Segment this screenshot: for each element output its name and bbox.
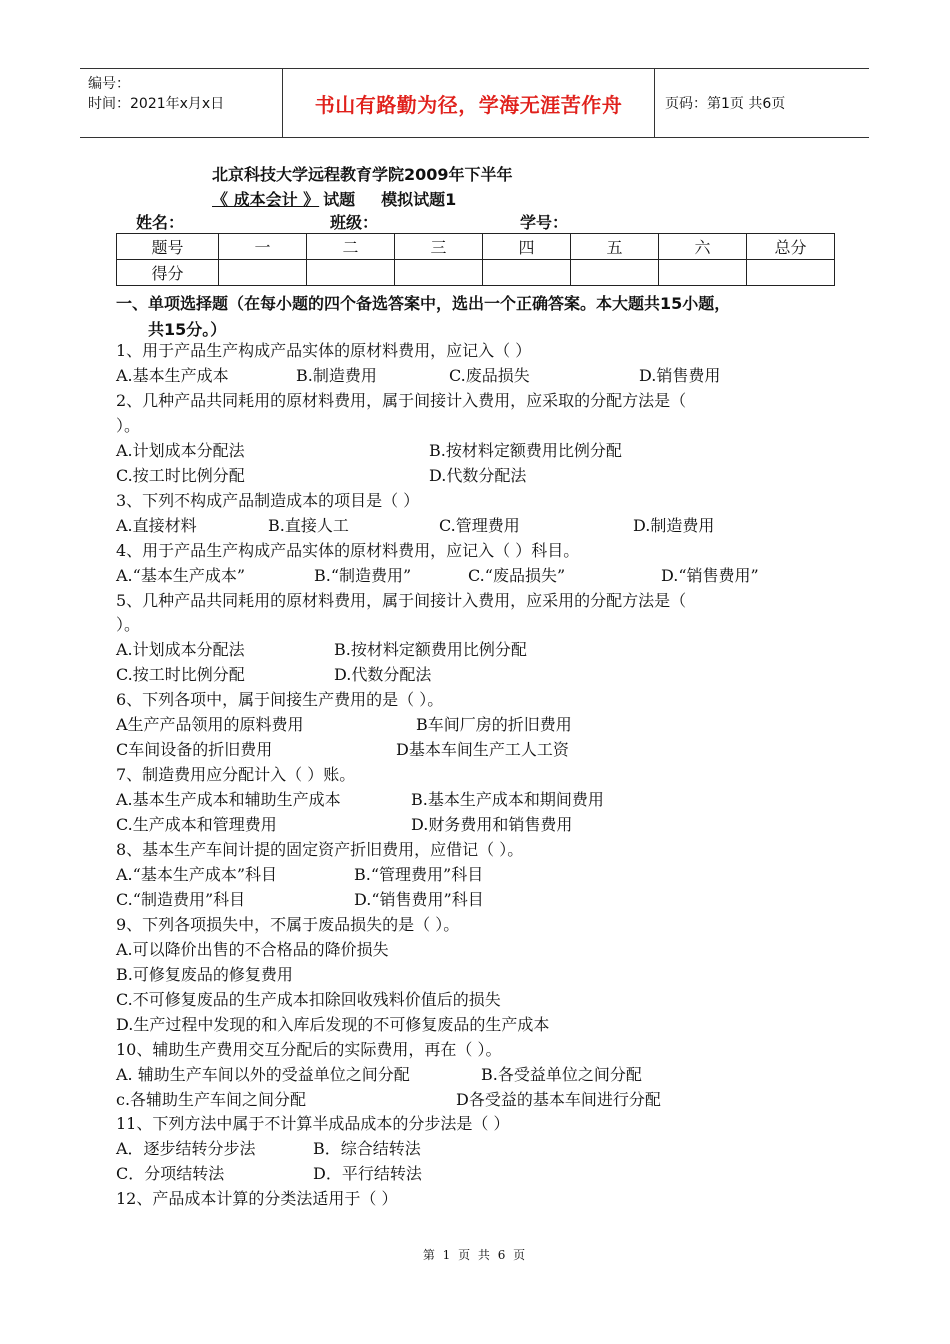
answer-option: C.按工时比例分配 xyxy=(116,665,245,685)
score-cell xyxy=(219,260,307,286)
exam-label: 试题 xyxy=(323,190,356,209)
question-text: 5、几种产品共同耗用的原材料费用，属于间接计入费用，应采用的分配方法是（ xyxy=(116,590,687,610)
answer-option: c.各辅助生产车间之间分配 xyxy=(116,1089,307,1109)
time-label: 时间：2021年x月x日 xyxy=(88,96,225,112)
question-line xyxy=(116,889,866,911)
answer-option: D.销售费用 xyxy=(639,365,721,385)
answer-option: B.基本生产成本和期间费用 xyxy=(411,790,604,810)
answer-option: C.废品损失 xyxy=(449,365,530,385)
answer-option: D．平行结转法 xyxy=(313,1164,422,1184)
question-text: 7、制造费用应分配计入（ ）账。 xyxy=(116,765,356,785)
section-heading-line1: 一、单项选择题（在每小题的四个备选答案中，选出一个正确答案。本大题共15小题， xyxy=(116,294,731,313)
score-cell xyxy=(659,260,747,286)
answer-option: A.基本生产成本和辅助生产成本 xyxy=(116,790,341,810)
score-row-label: 得分 xyxy=(117,260,219,286)
score-table-score-row xyxy=(117,260,835,286)
question-line xyxy=(116,964,866,986)
question-text: 9、下列各项损失中，不属于废品损失的是（ ）。 xyxy=(116,914,460,934)
answer-option: B.各受益单位之间分配 xyxy=(481,1064,642,1084)
question-line xyxy=(116,540,866,562)
question-line xyxy=(116,440,866,462)
score-table xyxy=(116,233,835,286)
answer-option: D.财务费用和销售费用 xyxy=(411,815,573,835)
question-text: 1、用于产品生产构成产品实体的原材料费用，应记入（ ） xyxy=(116,341,532,360)
answer-option: D.代数分配法 xyxy=(334,665,432,685)
score-cell xyxy=(307,260,395,286)
question-line xyxy=(116,639,866,661)
score-header-cell: 总分 xyxy=(747,234,835,260)
question-text: 11、下列方法中属于不计算半成品成本的分步法是（ ） xyxy=(116,1114,510,1134)
answer-option: D.制造费用 xyxy=(633,515,715,535)
question-text: ）。 xyxy=(116,615,141,635)
question-line xyxy=(116,340,866,362)
document-header xyxy=(80,68,869,138)
answer-option: D.代数分配法 xyxy=(429,465,527,485)
class-label: 班级： xyxy=(330,213,379,232)
answer-option: A.计划成本分配法 xyxy=(116,640,245,660)
answer-option: A. 辅助生产车间以外的受益单位之间分配 xyxy=(116,1064,410,1084)
score-cell xyxy=(483,260,571,286)
header-motto: 书山有路勤为径，学海无涯苦作舟 xyxy=(282,69,655,137)
score-cell xyxy=(747,260,835,286)
question-text: 3、下列不构成产品制造成本的项目是（ ） xyxy=(116,490,420,510)
question-line xyxy=(116,365,866,387)
question-line xyxy=(116,590,866,612)
question-text: D.生产过程中发现的和入库后发现的不可修复废品的生产成本 xyxy=(116,1014,550,1034)
course-name: 《 成本会计 》 xyxy=(212,190,320,209)
question-line xyxy=(116,864,866,886)
answer-option: B.“管理费用”科目 xyxy=(354,864,484,884)
question-line xyxy=(116,415,866,437)
score-header-cell: 六 xyxy=(659,234,747,260)
answer-option: A生产产品领用的原料费用 xyxy=(116,715,304,735)
answer-option: B.按材料定额费用比例分配 xyxy=(429,440,622,460)
answer-option: D各受益的基本车间进行分配 xyxy=(456,1089,661,1109)
answer-option: B.制造费用 xyxy=(296,365,377,385)
answer-option: A．逐步结转分步法 xyxy=(116,1139,256,1159)
score-cell xyxy=(571,260,659,286)
page-footer: 第 1 页 共 6 页 xyxy=(422,1248,528,1262)
answer-option: A.基本生产成本 xyxy=(116,365,229,385)
question-line xyxy=(116,714,866,736)
mock-label: 模拟试题1 xyxy=(381,190,457,209)
question-line xyxy=(116,914,866,936)
answer-option: D基本车间生产工人工资 xyxy=(396,740,569,760)
question-text: 4、用于产品生产构成产品实体的原材料费用，应记入（ ）科目。 xyxy=(116,540,580,560)
question-text: ）。 xyxy=(116,415,141,435)
answer-option: B.直接人工 xyxy=(268,515,349,535)
question-line xyxy=(116,515,866,537)
answer-option: B．综合结转法 xyxy=(313,1139,421,1159)
section-heading-line2: 共15分。） xyxy=(148,320,227,339)
question-line xyxy=(116,989,866,1011)
student-no-label: 学号： xyxy=(520,213,569,232)
exam-title-line1: 北京科技大学远程教育学院2009年下半年 xyxy=(212,165,513,184)
question-line xyxy=(116,664,866,686)
answer-option: B.“制造费用” xyxy=(314,565,412,585)
question-line xyxy=(116,1089,866,1111)
answer-option: D.“销售费用” xyxy=(661,565,759,585)
section-heading xyxy=(116,291,861,343)
question-line xyxy=(116,1138,866,1160)
answer-option: C.“制造费用”科目 xyxy=(116,889,246,909)
question-text: 2、几种产品共同耗用的原材料费用，属于间接计入费用，应采取的分配方法是（ xyxy=(116,390,687,410)
question-line xyxy=(116,390,866,412)
question-text: 12、产品成本计算的分类法适用于（ ） xyxy=(116,1189,398,1209)
question-line xyxy=(116,614,866,636)
answer-option: A.“基本生产成本” xyxy=(116,565,246,585)
answer-option: C.生产成本和管理费用 xyxy=(116,815,277,835)
answer-option: C.按工时比例分配 xyxy=(116,465,245,485)
answer-option: B车间厂房的折旧费用 xyxy=(416,715,572,735)
score-header-cell: 四 xyxy=(483,234,571,260)
question-line xyxy=(116,939,866,961)
question-line xyxy=(116,1039,866,1061)
score-table-header-row xyxy=(117,234,835,260)
question-line xyxy=(116,1014,866,1036)
answer-option: A.计划成本分配法 xyxy=(116,440,245,460)
question-line xyxy=(116,1188,866,1210)
question-line xyxy=(116,814,866,836)
header-page-info: 页码：第1页 共6页 xyxy=(665,96,786,112)
score-cell xyxy=(395,260,483,286)
question-line xyxy=(116,1064,866,1086)
answer-option: C车间设备的折旧费用 xyxy=(116,740,273,760)
number-label: 编号： xyxy=(88,76,130,92)
question-line xyxy=(116,789,866,811)
name-label: 姓名： xyxy=(136,213,185,232)
question-line xyxy=(116,1113,866,1135)
score-header-cell: 三 xyxy=(395,234,483,260)
answer-option: D.“销售费用”科目 xyxy=(354,889,484,909)
question-line xyxy=(116,764,866,786)
question-line xyxy=(116,490,866,512)
answer-option: C.管理费用 xyxy=(439,515,520,535)
score-header-cell: 题号 xyxy=(117,234,219,260)
question-line xyxy=(116,739,866,761)
answer-option: B.按材料定额费用比例分配 xyxy=(334,640,527,660)
score-header-cell: 二 xyxy=(307,234,395,260)
question-text: B.可修复废品的修复费用 xyxy=(116,964,293,984)
question-text: 10、辅助生产费用交互分配后的实际费用，再在（ ）。 xyxy=(116,1039,502,1059)
score-header-cell: 一 xyxy=(219,234,307,260)
question-line xyxy=(116,839,866,861)
score-header-cell: 五 xyxy=(571,234,659,260)
question-line xyxy=(116,565,866,587)
question-text: 8、基本生产车间计提的固定资产折旧费用，应借记（ ）。 xyxy=(116,840,524,859)
answer-option: C.“废品损失” xyxy=(468,565,566,585)
question-text: C.不可修复废品的生产成本扣除回收残料价值后的损失 xyxy=(116,989,501,1009)
answer-option: A.直接材料 xyxy=(116,515,197,535)
exam-title-line2 xyxy=(212,187,456,210)
question-line xyxy=(116,689,866,711)
question-text: 6、下列各项中，属于间接生产费用的是（ ）。 xyxy=(116,690,444,710)
answer-option: C．分项结转法 xyxy=(116,1164,225,1184)
answer-option: A.“基本生产成本”科目 xyxy=(116,864,278,884)
question-line xyxy=(116,1163,866,1185)
question-text: A.可以降价出售的不合格品的降价损失 xyxy=(116,939,389,959)
question-line xyxy=(116,465,866,487)
header-meta xyxy=(80,69,282,137)
